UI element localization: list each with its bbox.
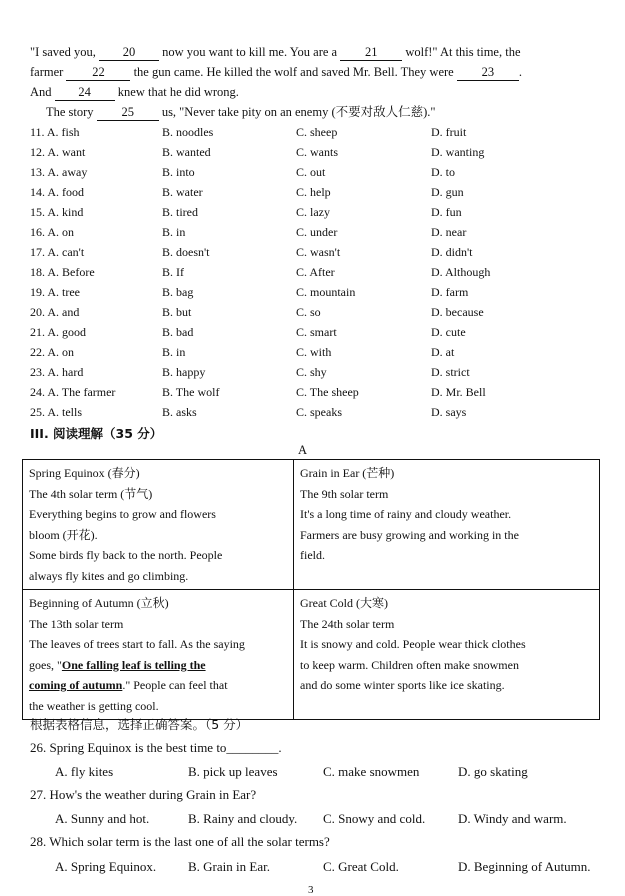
cloze-text: now you want to kill me. You are a (158, 45, 341, 59)
option-row (30, 122, 600, 142)
option-row (30, 382, 600, 402)
option-c[interactable]: C. so (296, 305, 321, 319)
option-a[interactable]: A. Spring Equinox. (55, 859, 157, 874)
question-26: 26. Spring Equinox is the best time to________. (30, 740, 282, 755)
term-desc: always fly kites and go climbing. (29, 568, 189, 583)
option-row (30, 242, 600, 262)
cloze-text: us, "Never take pity on an enemy (不要对敌人仁慈)." (158, 105, 436, 119)
term-desc: Farmers are busy growing and working in the (300, 527, 519, 542)
option-a[interactable]: 18. A. Before (30, 265, 95, 279)
page-number: 3 (308, 884, 314, 896)
option-b[interactable]: B. in (162, 225, 186, 239)
option-c[interactable]: C. wasn't (296, 245, 341, 259)
term-desc-text: ." People can feel that (122, 678, 228, 692)
term-order: The 13th solar term (29, 616, 124, 631)
option-row (30, 222, 600, 242)
option-a[interactable]: 21. A. good (30, 325, 87, 339)
option-row (30, 182, 600, 202)
option-c[interactable]: C. smart (296, 325, 337, 339)
option-a[interactable]: 15. A. kind (30, 205, 84, 219)
cloze-text: The story (46, 105, 97, 119)
option-c[interactable]: C. speaks (296, 405, 342, 419)
term-desc-text: goes, " (29, 657, 62, 672)
option-a[interactable]: 12. A. want (30, 145, 86, 159)
term-order: The 9th solar term (300, 486, 389, 501)
cloze-text: knew that he did wrong. (114, 85, 239, 99)
option-row (30, 162, 600, 182)
term-desc (29, 675, 287, 696)
option-d[interactable]: D. says (431, 405, 467, 419)
option-c[interactable]: C. make snowmen (323, 764, 420, 779)
cloze-line-4 (46, 104, 616, 121)
option-b[interactable]: B. asks (162, 405, 197, 419)
term-desc: It is snowy and cold. People wear thick clothes (300, 637, 526, 651)
option-a[interactable]: 22. A. on (30, 345, 75, 359)
option-c[interactable]: C. The sheep (296, 385, 359, 399)
option-c[interactable]: C. lazy (296, 205, 330, 219)
option-row (30, 142, 600, 162)
term-desc: and do some winter sports like ice skating. (300, 678, 505, 692)
term-desc: to keep warm. Children often make snowmen (300, 657, 519, 672)
option-b[interactable]: B. Grain in Ear. (188, 859, 270, 874)
term-name: Grain in Ear (芒种) (300, 466, 395, 480)
cloze-text: "I saved you, (30, 45, 99, 59)
cloze-text: And (30, 85, 55, 99)
term-desc: It's a long time of rainy and cloudy weather. (300, 507, 512, 521)
option-c[interactable]: C. under (296, 225, 338, 239)
option-a[interactable]: 19. A. tree (30, 285, 80, 299)
grain-in-ear-cell (294, 460, 600, 590)
option-c[interactable]: C. mountain (296, 285, 356, 299)
option-b[interactable]: B. bag (162, 285, 194, 299)
option-row (30, 402, 600, 422)
option-a[interactable]: 23. A. hard (30, 365, 84, 379)
option-a[interactable]: 13. A. away (30, 165, 88, 179)
option-d[interactable]: D. because (431, 305, 484, 319)
option-row (30, 342, 600, 362)
option-d[interactable]: D. wanting (431, 145, 485, 159)
question-28-options (55, 859, 615, 879)
option-b[interactable]: B. Rainy and cloudy. (188, 811, 298, 826)
option-b[interactable]: B. in (162, 345, 186, 359)
option-c[interactable]: C. with (296, 345, 332, 359)
option-row (30, 362, 600, 382)
option-b[interactable]: B. water (162, 185, 203, 199)
cloze-text: farmer (30, 65, 67, 79)
option-d[interactable]: D. to (431, 165, 455, 179)
option-b[interactable]: B. but (162, 305, 192, 319)
option-b[interactable]: B. pick up leaves (188, 764, 278, 779)
question-26-options (55, 764, 615, 784)
option-d[interactable]: D. farm (431, 285, 469, 299)
term-desc: The leaves of trees start to fall. As the saying (29, 637, 245, 651)
cloze-text: wolf!" At this time, the (402, 45, 521, 59)
option-c[interactable]: C. Snowy and cold. (323, 811, 426, 826)
passage-label: A (298, 443, 308, 457)
spring-equinox-cell (23, 460, 294, 590)
saying-underlined: One falling leaf is telling the (61, 657, 206, 672)
option-b[interactable]: B. If (162, 265, 184, 279)
option-a[interactable]: 16. A. on (30, 225, 75, 239)
blank-22: 22 (66, 64, 130, 81)
term-name: Great Cold (大寒) (300, 596, 388, 610)
option-c[interactable]: C. shy (296, 365, 327, 379)
option-d[interactable]: D. near (431, 225, 467, 239)
option-row (30, 262, 600, 282)
cloze-text: the gun came. He killed the wolf and saved Mr. Bell. They were (130, 65, 457, 79)
option-d[interactable]: D. gun (431, 185, 464, 199)
saying-underlined: coming of autumn (29, 678, 123, 692)
option-a[interactable]: 24. A. The farmer (30, 385, 116, 399)
option-b[interactable]: B. bad (162, 325, 194, 339)
solar-terms-table (22, 459, 600, 720)
option-c[interactable]: C. Great Cold. (323, 859, 399, 874)
option-d[interactable]: D. didn't (431, 245, 473, 259)
term-order: The 24th solar term (300, 616, 395, 631)
option-a[interactable]: 11. A. fish (30, 125, 80, 139)
option-d[interactable]: D. fruit (431, 125, 467, 139)
option-b[interactable]: B. noodles (162, 125, 214, 139)
option-a[interactable]: 14. A. food (30, 185, 84, 199)
section-title: III. 阅读理解（35 分） (30, 426, 163, 441)
option-c[interactable]: C. sheep (296, 125, 338, 139)
option-a[interactable]: 17. A. can't (30, 245, 85, 259)
term-name: Spring Equinox (春分) (29, 466, 140, 480)
option-c[interactable]: C. After (296, 265, 335, 279)
option-c[interactable]: C. wants (296, 145, 338, 159)
cloze-text: . (518, 65, 522, 79)
option-a[interactable]: 25. A. tells (30, 405, 83, 419)
option-a[interactable]: A. fly kites (55, 764, 114, 779)
option-d[interactable]: D. fun (431, 205, 462, 219)
blank-20: 20 (99, 44, 159, 61)
blank-25: 25 (97, 104, 159, 121)
option-b[interactable]: B. happy (162, 365, 206, 379)
term-desc (29, 655, 287, 676)
blank-24: 24 (55, 84, 115, 101)
term-desc: bloom (开花). (29, 527, 98, 542)
term-desc: Some birds fly back to the north. People (29, 548, 223, 562)
option-b[interactable]: B. tired (162, 205, 198, 219)
instruction: 根据表格信息，选择正确答案。（5 分） (30, 717, 249, 732)
option-d[interactable]: D. Windy and warm. (458, 811, 567, 826)
great-cold-cell (294, 590, 600, 720)
question-27: 27. How's the weather during Grain in Ear? (30, 787, 257, 802)
term-desc: field. (300, 548, 325, 562)
option-d[interactable]: D. Although (431, 265, 491, 279)
term-name: Beginning of Autumn (立秋) (29, 596, 169, 610)
term-desc: Everything begins to grow and flowers (29, 507, 216, 521)
option-b[interactable]: B. into (162, 165, 195, 179)
table-row (23, 460, 600, 590)
term-desc: the weather is getting cool. (29, 698, 159, 713)
option-b[interactable]: B. doesn't (162, 245, 210, 259)
option-a[interactable]: A. Sunny and hot. (55, 811, 150, 826)
term-order: The 4th solar term (节气) (29, 486, 153, 501)
option-d[interactable]: D. go skating (458, 764, 528, 779)
option-row (30, 202, 600, 222)
option-c[interactable]: C. out (296, 165, 326, 179)
beginning-of-autumn-cell (23, 590, 294, 720)
cloze-line-2 (30, 64, 600, 81)
option-c[interactable]: C. help (296, 185, 331, 199)
question-28: 28. Which solar term is the last one of all the solar terms? (30, 834, 330, 849)
option-row (30, 302, 600, 322)
option-d[interactable]: D. strict (431, 365, 470, 379)
blank-21: 21 (340, 44, 402, 61)
option-row (30, 282, 600, 302)
option-d[interactable]: D. cute (431, 325, 466, 339)
option-d[interactable]: D. at (431, 345, 455, 359)
option-b[interactable]: B. The wolf (162, 385, 220, 399)
option-a[interactable]: 20. A. and (30, 305, 80, 319)
option-d[interactable]: D. Beginning of Autumn. (458, 859, 591, 874)
blank-23: 23 (457, 64, 519, 81)
option-b[interactable]: B. wanted (162, 145, 211, 159)
option-d[interactable]: D. Mr. Bell (431, 385, 486, 399)
cloze-line-1 (30, 44, 600, 61)
table-row (23, 590, 600, 720)
option-row (30, 322, 600, 342)
question-27-options (55, 811, 615, 831)
cloze-line-3 (30, 84, 600, 101)
